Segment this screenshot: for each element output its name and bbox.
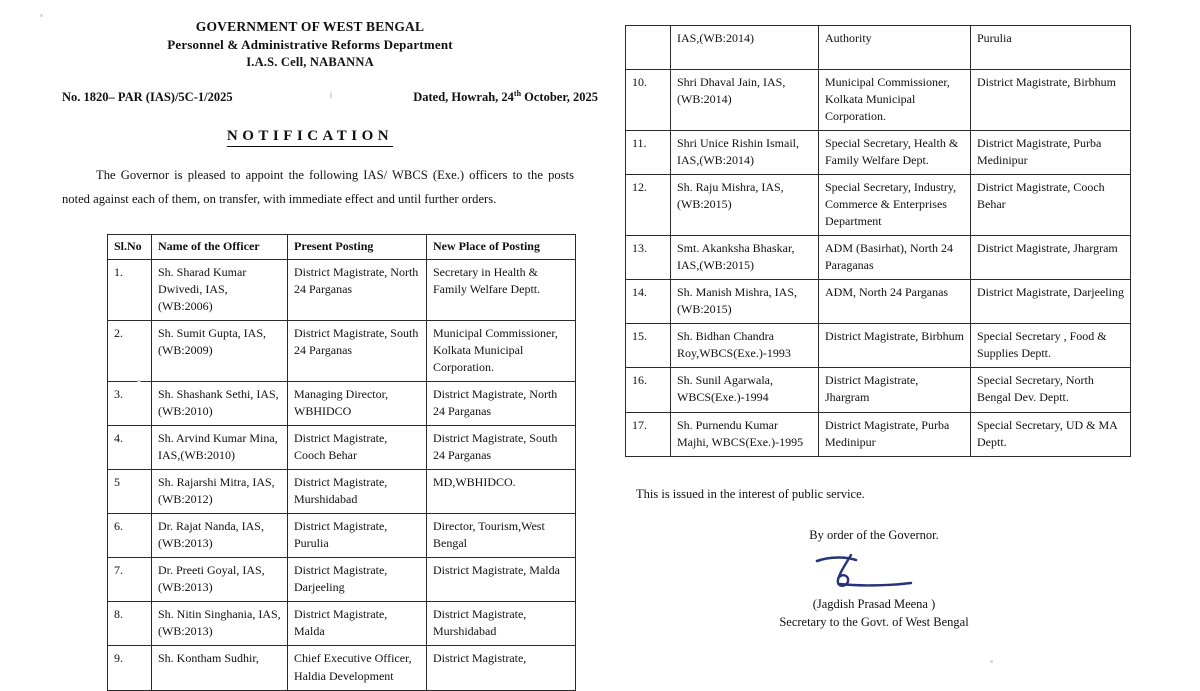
cell-name: Dr. Preeti Goyal, IAS,(WB:2013) [152, 558, 288, 602]
table-row [626, 368, 1131, 412]
cell-slno: 12. [626, 175, 671, 236]
table-header-row [108, 234, 576, 259]
cell-slno: 13. [626, 236, 671, 280]
cell-new-posting: District Magistrate, South 24 Parganas [427, 426, 576, 470]
cell-new-posting: District Magistrate, Birbhum [971, 70, 1131, 131]
cell-name: Sh. Shashank Sethi, IAS,(WB:2010) [152, 382, 288, 426]
cell-name: Sh. Sumit Gupta, IAS,(WB:2009) [152, 321, 288, 382]
table-row [108, 602, 576, 646]
cell-new-posting: District Magistrate, North 24 Parganas [427, 382, 576, 426]
table-row-continuation [626, 26, 1131, 70]
table-row [626, 412, 1131, 456]
cell-new-posting: Special Secretary, North Bengal Dev. Deptt. [971, 368, 1131, 412]
preamble-paragraph: The Governor is pleased to appoint the following IAS/ WBCS (Exe.) officers to the posts noted against each of them, on transfer, with immediate effect and until further orders. [62, 167, 574, 207]
cell-new-posting: District Magistrate, Cooch Behar [971, 175, 1131, 236]
cell-present-posting: District Magistrate, Cooch Behar [288, 426, 427, 470]
public-service-note: This is issued in the interest of public service. [636, 486, 865, 501]
cell-present-posting: ADM, North 24 Parganas [819, 280, 971, 324]
column-header-slno: Sl.No [108, 234, 152, 259]
cell-new-posting: Special Secretary , Food & Supplies Deptt. [971, 324, 1131, 368]
table-row [626, 175, 1131, 236]
column-header-new-posting: New Place of Posting [427, 234, 576, 259]
cell-name: Sh. Kontham Sudhir, [152, 646, 288, 690]
memo-date [413, 89, 598, 105]
cell-name: Shri Unice Rishin Ismail, IAS,(WB:2014) [671, 131, 819, 175]
cell-slno [626, 26, 671, 70]
cell-new-posting: District Magistrate, Murshidabad [427, 602, 576, 646]
cell-present-posting: District Magistrate, Jhargram [819, 368, 971, 412]
cell-present-posting: Chief Executive Officer, Haldia Development [288, 646, 427, 690]
memo-date-rest: October, 2025 [521, 89, 598, 104]
cell-new-posting: MD,WBHIDCO. [427, 470, 576, 514]
table-row [626, 324, 1131, 368]
cell-present-posting: ADM (Basirhat), North 24 Paraganas [819, 236, 971, 280]
cell-new-posting: District Magistrate, Darjeeling [971, 280, 1131, 324]
cell-name: Smt. Akanksha Bhaskar, IAS,(WB:2015) [671, 236, 819, 280]
letterhead [0, 0, 620, 71]
cell-new-posting: Purulia [971, 26, 1131, 70]
cell-present-posting: District Magistrate, Malda [288, 602, 427, 646]
column-header-name: Name of the Officer [152, 234, 288, 259]
cell-new-posting: District Magistrate, Purba Medinipur [971, 131, 1131, 175]
cell-name: Dr. Rajat Nanda, IAS,(WB:2013) [152, 514, 288, 558]
signatory-designation: Secretary to the Govt. of West Bengal [779, 615, 969, 630]
cell-name: Sh. Bidhan Chandra Roy,WBCS(Exe.)-1993 [671, 324, 819, 368]
cell-slno: 2. [108, 321, 152, 382]
officers-table-right [625, 25, 1131, 457]
cell-new-posting: Special Secretary, UD & MA Deptt. [971, 412, 1131, 456]
cell-present-posting: Authority [819, 26, 971, 70]
scan-speck [990, 660, 993, 663]
cell-slno: 14. [626, 280, 671, 324]
cell-name: Sh. Arvind Kumar Mina, IAS,(WB:2010) [152, 426, 288, 470]
cell-slno: 4. [108, 426, 152, 470]
cell-slno: 10. [626, 70, 671, 131]
cell-present-posting: District Magistrate, Purba Medinipur [819, 412, 971, 456]
table-row [626, 236, 1131, 280]
cell-new-posting: District Magistrate, Malda [427, 558, 576, 602]
scan-speck [137, 380, 141, 382]
cell-slno: 17. [626, 412, 671, 456]
cell-slno: 7. [108, 558, 152, 602]
cell-slno: 15. [626, 324, 671, 368]
scan-speck [330, 92, 332, 99]
table-row [108, 321, 576, 382]
cell-present-posting: Special Secretary, Industry, Commerce & Enterprises Department [819, 175, 971, 236]
cell-slno: 8. [108, 602, 152, 646]
column-header-present-posting: Present Posting [288, 234, 427, 259]
cell-name: Sh. Manish Mishra, IAS,(WB:2015) [671, 280, 819, 324]
table-row [626, 131, 1131, 175]
cell-name: Sh. Sunil Agarwala, WBCS(Exe.)-1994 [671, 368, 819, 412]
officers-table-right-body [626, 26, 1131, 457]
cell-slno: 5 [108, 470, 152, 514]
cell-present-posting: District Magistrate, Darjeeling [288, 558, 427, 602]
memo-date-prefix: Dated, Howrah, 24 [413, 89, 514, 104]
cell-present-posting: Special Secretary, Health & Family Welfare Dept. [819, 131, 971, 175]
officers-table-left-wrap [107, 234, 620, 691]
signatory-name: (Jagdish Prasad Meena ) [812, 596, 936, 611]
scan-speck [40, 14, 43, 17]
letterhead-department: Personnel & Administrative Reforms Department [167, 37, 453, 53]
signature-mark [636, 549, 1112, 595]
cell-present-posting: District Magistrate, Murshidabad [288, 470, 427, 514]
memo-number: No. 1820– PAR (IAS)/5C-1/2025 [62, 89, 233, 104]
cell-new-posting: District Magistrate, [427, 646, 576, 690]
cell-slno: 1. [108, 259, 152, 320]
letterhead-cell: I.A.S. Cell, NABANNA [246, 54, 374, 69]
cell-present-posting: District Magistrate, Birbhum [819, 324, 971, 368]
table-row [108, 382, 576, 426]
cell-name: Sh. Raju Mishra, IAS,(WB:2015) [671, 175, 819, 236]
table-row [108, 259, 576, 320]
by-order-line: By order of the Governor. [809, 527, 939, 542]
cell-present-posting: District Magistrate, Purulia [288, 514, 427, 558]
cell-new-posting: Municipal Commissioner, Kolkata Municipal Corporation. [427, 321, 576, 382]
officers-table-left-body [108, 259, 576, 690]
notification-heading-wrap [0, 127, 620, 147]
cell-slno: 6. [108, 514, 152, 558]
cell-name: Sh. Purnendu Kumar Majhi, WBCS(Exe.)-1995 [671, 412, 819, 456]
table-row [108, 426, 576, 470]
table-row [108, 470, 576, 514]
cell-name: IAS,(WB:2014) [671, 26, 819, 70]
cell-slno: 3. [108, 382, 152, 426]
cell-new-posting: Director, Tourism,West Bengal [427, 514, 576, 558]
cell-slno: 9. [108, 646, 152, 690]
cell-name: Sh. Rajarshi Mitra, IAS,(WB:2012) [152, 470, 288, 514]
cell-slno: 16. [626, 368, 671, 412]
cell-name: Shri Dhaval Jain, IAS,(WB:2014) [671, 70, 819, 131]
cell-present-posting: Municipal Commissioner, Kolkata Municipal Corporation. [819, 70, 971, 131]
table-row [108, 558, 576, 602]
table-row [626, 280, 1131, 324]
letterhead-government: GOVERNMENT OF WEST BENGAL [195, 19, 425, 34]
cell-present-posting: District Magistrate, North 24 Parganas [288, 259, 427, 320]
cell-name: Sh. Sharad Kumar Dwivedi, IAS,(WB:2006) [152, 259, 288, 320]
notification-heading: NOTIFICATION [227, 128, 393, 147]
cell-present-posting: District Magistrate, South 24 Parganas [288, 321, 427, 382]
document-right-column [620, 0, 1200, 675]
cell-name: Sh. Nitin Singhania, IAS,(WB:2013) [152, 602, 288, 646]
memo-date-ordinal: th [513, 88, 522, 98]
officers-table-right-wrap [625, 25, 1200, 457]
table-row [108, 646, 576, 690]
cell-new-posting: District Magistrate, Jhargram [971, 236, 1131, 280]
cell-slno: 11. [626, 131, 671, 175]
cell-present-posting: Managing Director, WBHIDCO [288, 382, 427, 426]
closing-block [636, 487, 1200, 633]
table-row [108, 514, 576, 558]
table-row [626, 70, 1131, 131]
officers-table-left [107, 234, 576, 691]
signature-block [636, 549, 1200, 633]
cell-new-posting: Secretary in Health & Family Welfare Deptt. [427, 259, 576, 320]
